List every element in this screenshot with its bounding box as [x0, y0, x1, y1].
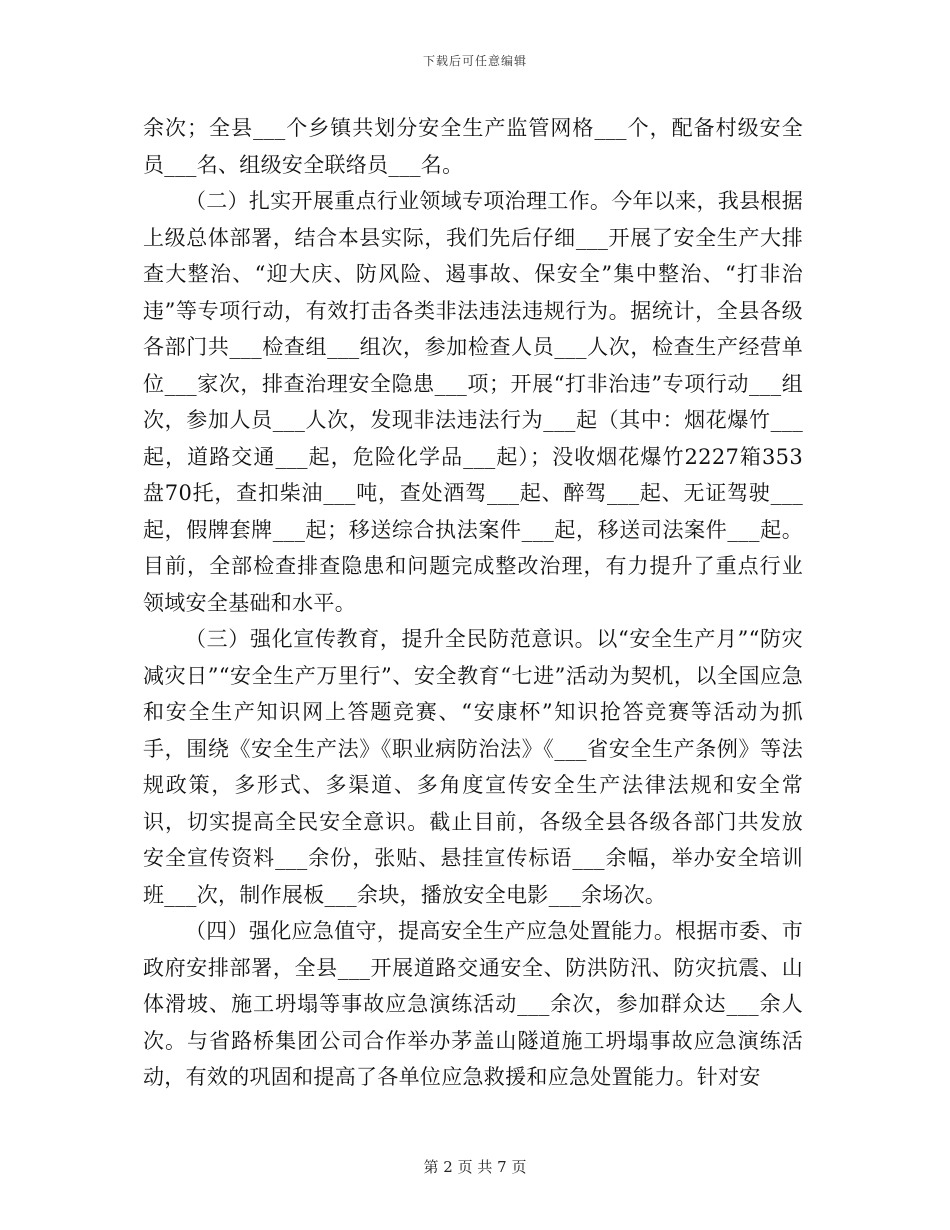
paragraph-section-3: （三）强化宣传教育，提升全民防范意识。以“安全生产月”“防灾减灾日”“安全生产万里行”、安全教育“七进”活动为契机，以全国应急和安全生产知识网上答题竞赛、“安康杯”知识抢答竞赛等活动为抓手，围绕《安全生产法》《职业病防治法》《___省安全生产条例》等法规政策，多形式、多渠道、多角度宣传安全生产法律法规和安全常识，切实提高全民安全意识。截止目前，各级全县各级各部门共发放安全宣传资料___余份，张贴、悬挂宣传标语___余幅，举办安全培训班___次，制作展板___余块，播放安全电影___余场次。 [143, 627, 803, 907]
paragraph-section-4: （四）强化应急值守，提高安全生产应急处置能力。根据市委、市政府安排部署，全县___开展道路交通安全、防洪防汛、防灾抗震、山体滑坡、施工坍塌等事故应急演练活动___余次，参加群众达___余人次。与省路桥集团公司合作举办茅盖山隧道施工坍塌事故应急演练活动，有效的巩固和提高了各单位应急救援和应急处置能力。针对安 [143, 919, 803, 1089]
paragraph-section-2: （二）扎实开展重点行业领域专项治理工作。今年以来，我县根据上级总体部署，结合本县实际，我们先后仔细___开展了安全生产大排查大整治、“迎大庆、防风险、遏事故、保安全”集中整治、“打非治违”等专项行动，有效打击各类非法违法违规行为。据统计，全县各级各部门共___检查组___组次，参加检查人员___人次，检查生产经营单位___家次，排查治理安全隐患___项；开展“打非治违”专项行动___组次，参加人员___人次，发现非法违法行为___起（其中：烟花爆竹___起，道路交通___起，危险化学品___起）；没收烟花爆竹2227箱353盘70托，查扣柴油___吨，查处酒驾___起、醉驾___起、无证驾驶___起，假牌套牌___起；移送综合执法案件___起，移送司法案件___起。目前，全部检查排查隐患和问题完成整改治理，有力提升了重点行业领域安全基础和水平。 [143, 189, 803, 615]
paragraph-continuation: 余次；全县___个乡镇共划分安全生产监管网格___个，配备村级安全员___名、组级安全联络员___名。 [143, 116, 803, 177]
document-body [143, 110, 803, 1096]
page-header: 下载后可任意编辑 [422, 54, 527, 68]
page-footer: 第 2 页 共 7 页 [423, 1158, 527, 1176]
